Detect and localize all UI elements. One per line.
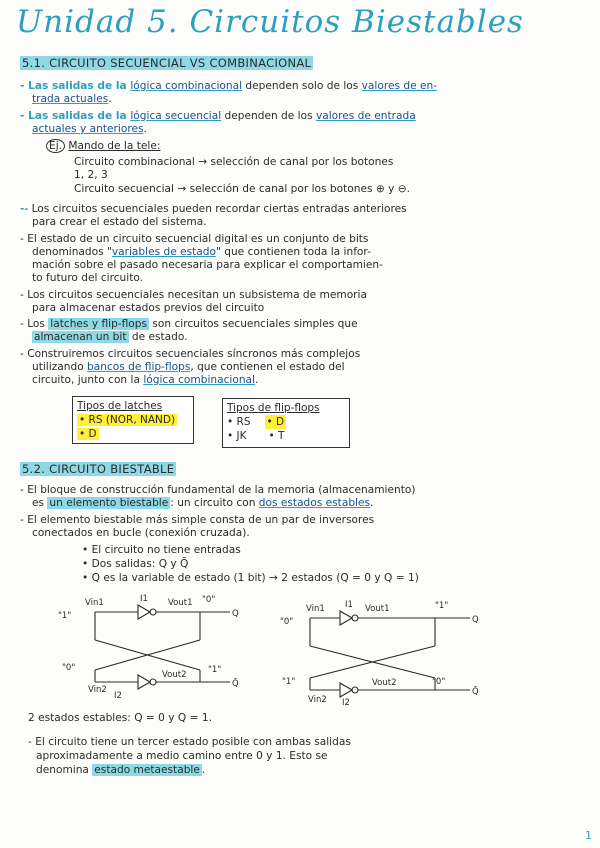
svg-text:Q: Q: [472, 615, 479, 625]
bullet-remember: -- Los circuitos secuenciales pueden recordar ciertas entradas anteriores: [20, 203, 407, 215]
page-number: 1: [585, 829, 592, 842]
flipflop-types-box: Tipos de flip-flops • RS • D • JK • T: [222, 398, 350, 448]
cross-coupled-inverters-diagrams: [40, 588, 600, 706]
bullet-biestable-cont: es un elemento biestable : un circuito con dos estados estables.: [32, 497, 374, 509]
bullet-combinational: - Las salidas de la lógica combinacional dependen solo de los valores de en-: [20, 80, 438, 92]
sub-outputs: • Dos salidas: Q y Q̄: [82, 558, 189, 570]
svg-text:"0": "0": [62, 663, 76, 673]
bullet-state-3: mación sobre el pasado necesaria para explicar el comportamien-: [32, 259, 383, 271]
svg-text:Vin1: Vin1: [85, 598, 104, 608]
example-line-2: Circuito secuencial → selección de canal por los botones ⊕ y ⊖.: [74, 183, 410, 195]
svg-text:"1": "1": [435, 601, 449, 611]
bullet-state-4: to futuro del circuito.: [32, 272, 144, 284]
stable-states: 2 estados estables: Q = 0 y Q = 1.: [28, 712, 212, 724]
svg-text:Q̄: Q̄: [232, 679, 239, 689]
bullet-latches-cont: almacenan un bit de estado.: [34, 331, 188, 343]
bullet-memory-cont: para almacenar estados previos del circuito: [32, 302, 265, 314]
bullet-combinational-cont: trada actuales.: [32, 93, 112, 105]
svg-text:"0": "0": [432, 677, 446, 687]
svg-text:Vin1: Vin1: [306, 604, 325, 614]
bullet-inverters: - El elemento biestable más simple consta de un par de inversores: [20, 514, 375, 526]
latch-types-box: Tipos de latches • RS (NOR, NAND) • D: [72, 396, 194, 444]
svg-text:Q: Q: [232, 609, 239, 619]
svg-text:Vout1: Vout1: [168, 598, 193, 608]
example-line-1b: 1, 2, 3: [74, 169, 108, 181]
bullet-metastable-3: denomina estado metaestable .: [36, 764, 206, 776]
section-heading-5-2: 5.2. CIRCUITO BIESTABLE: [22, 462, 175, 476]
bullet-latches: - Los latches y flip-flops son circuitos secuenciales simples que: [20, 318, 358, 330]
bullet-biestable: - El bloque de construcción fundamental de la memoria (almacenamiento): [20, 484, 416, 496]
svg-text:"1": "1": [282, 677, 296, 687]
bullet-construct-2: utilizando bancos de flip-flops, que contienen el estado del: [32, 361, 345, 373]
svg-text:I2: I2: [342, 698, 350, 706]
svg-text:I2: I2: [114, 691, 122, 701]
bullet-sequential: - Las salidas de la lógica secuencial dependen de los valores de entrada: [20, 110, 416, 122]
svg-text:I1: I1: [140, 594, 148, 604]
svg-text:Vout2: Vout2: [372, 678, 397, 688]
sub-no-inputs: • El circuito no tiene entradas: [82, 544, 241, 556]
sub-state-var: • Q es la variable de estado (1 bit) → 2 estados (Q = 0 y Q = 1): [82, 572, 419, 584]
svg-text:Q̄: Q̄: [472, 687, 479, 697]
svg-text:Vin2: Vin2: [308, 695, 327, 705]
bullet-construct-3: circuito, junto con la lógica combinacional.: [32, 374, 259, 386]
example-line-1: Circuito combinacional → selección de canal por los botones: [74, 156, 394, 168]
bullet-sequential-cont: actuales y anteriores.: [32, 123, 147, 135]
svg-text:I1: I1: [345, 600, 353, 610]
svg-text:"1": "1": [208, 665, 222, 675]
bullet-construct: - Construiremos circuitos secuenciales síncronos más complejos: [20, 348, 361, 360]
bullet-metastable: - El circuito tiene un tercer estado posible con ambas salidas: [28, 736, 351, 748]
svg-text:Vout1: Vout1: [365, 604, 390, 614]
bullet-remember-cont: para crear el estado del sistema.: [32, 216, 207, 228]
section-heading-5-1: 5.1. CIRCUITO SECUENCIAL VS COMBINACIONAL: [22, 56, 312, 70]
example-heading: Ej. Mando de la tele:: [46, 140, 160, 153]
svg-text:"1": "1": [58, 611, 72, 621]
svg-text:"0": "0": [202, 595, 216, 605]
bullet-memory: - Los circuitos secuenciales necesitan un subsistema de memoria: [20, 289, 367, 301]
bullet-metastable-2: aproximadamente a medio camino entre 0 y 1. Esto se: [36, 750, 328, 762]
bullet-state-2: denominados "variables de estado" que contienen toda la infor-: [32, 246, 371, 258]
svg-text:"0": "0": [280, 617, 294, 627]
bullet-inverters-cont: conectados en bucle (conexión cruzada).: [32, 527, 250, 539]
bullet-state: - El estado de un circuito secuencial digital es un conjunto de bits: [20, 233, 369, 245]
svg-text:Vout2: Vout2: [162, 670, 187, 680]
svg-text:Vin2: Vin2: [88, 685, 107, 695]
page-title: Unidad 5. Circuitos Biestables: [16, 4, 524, 40]
